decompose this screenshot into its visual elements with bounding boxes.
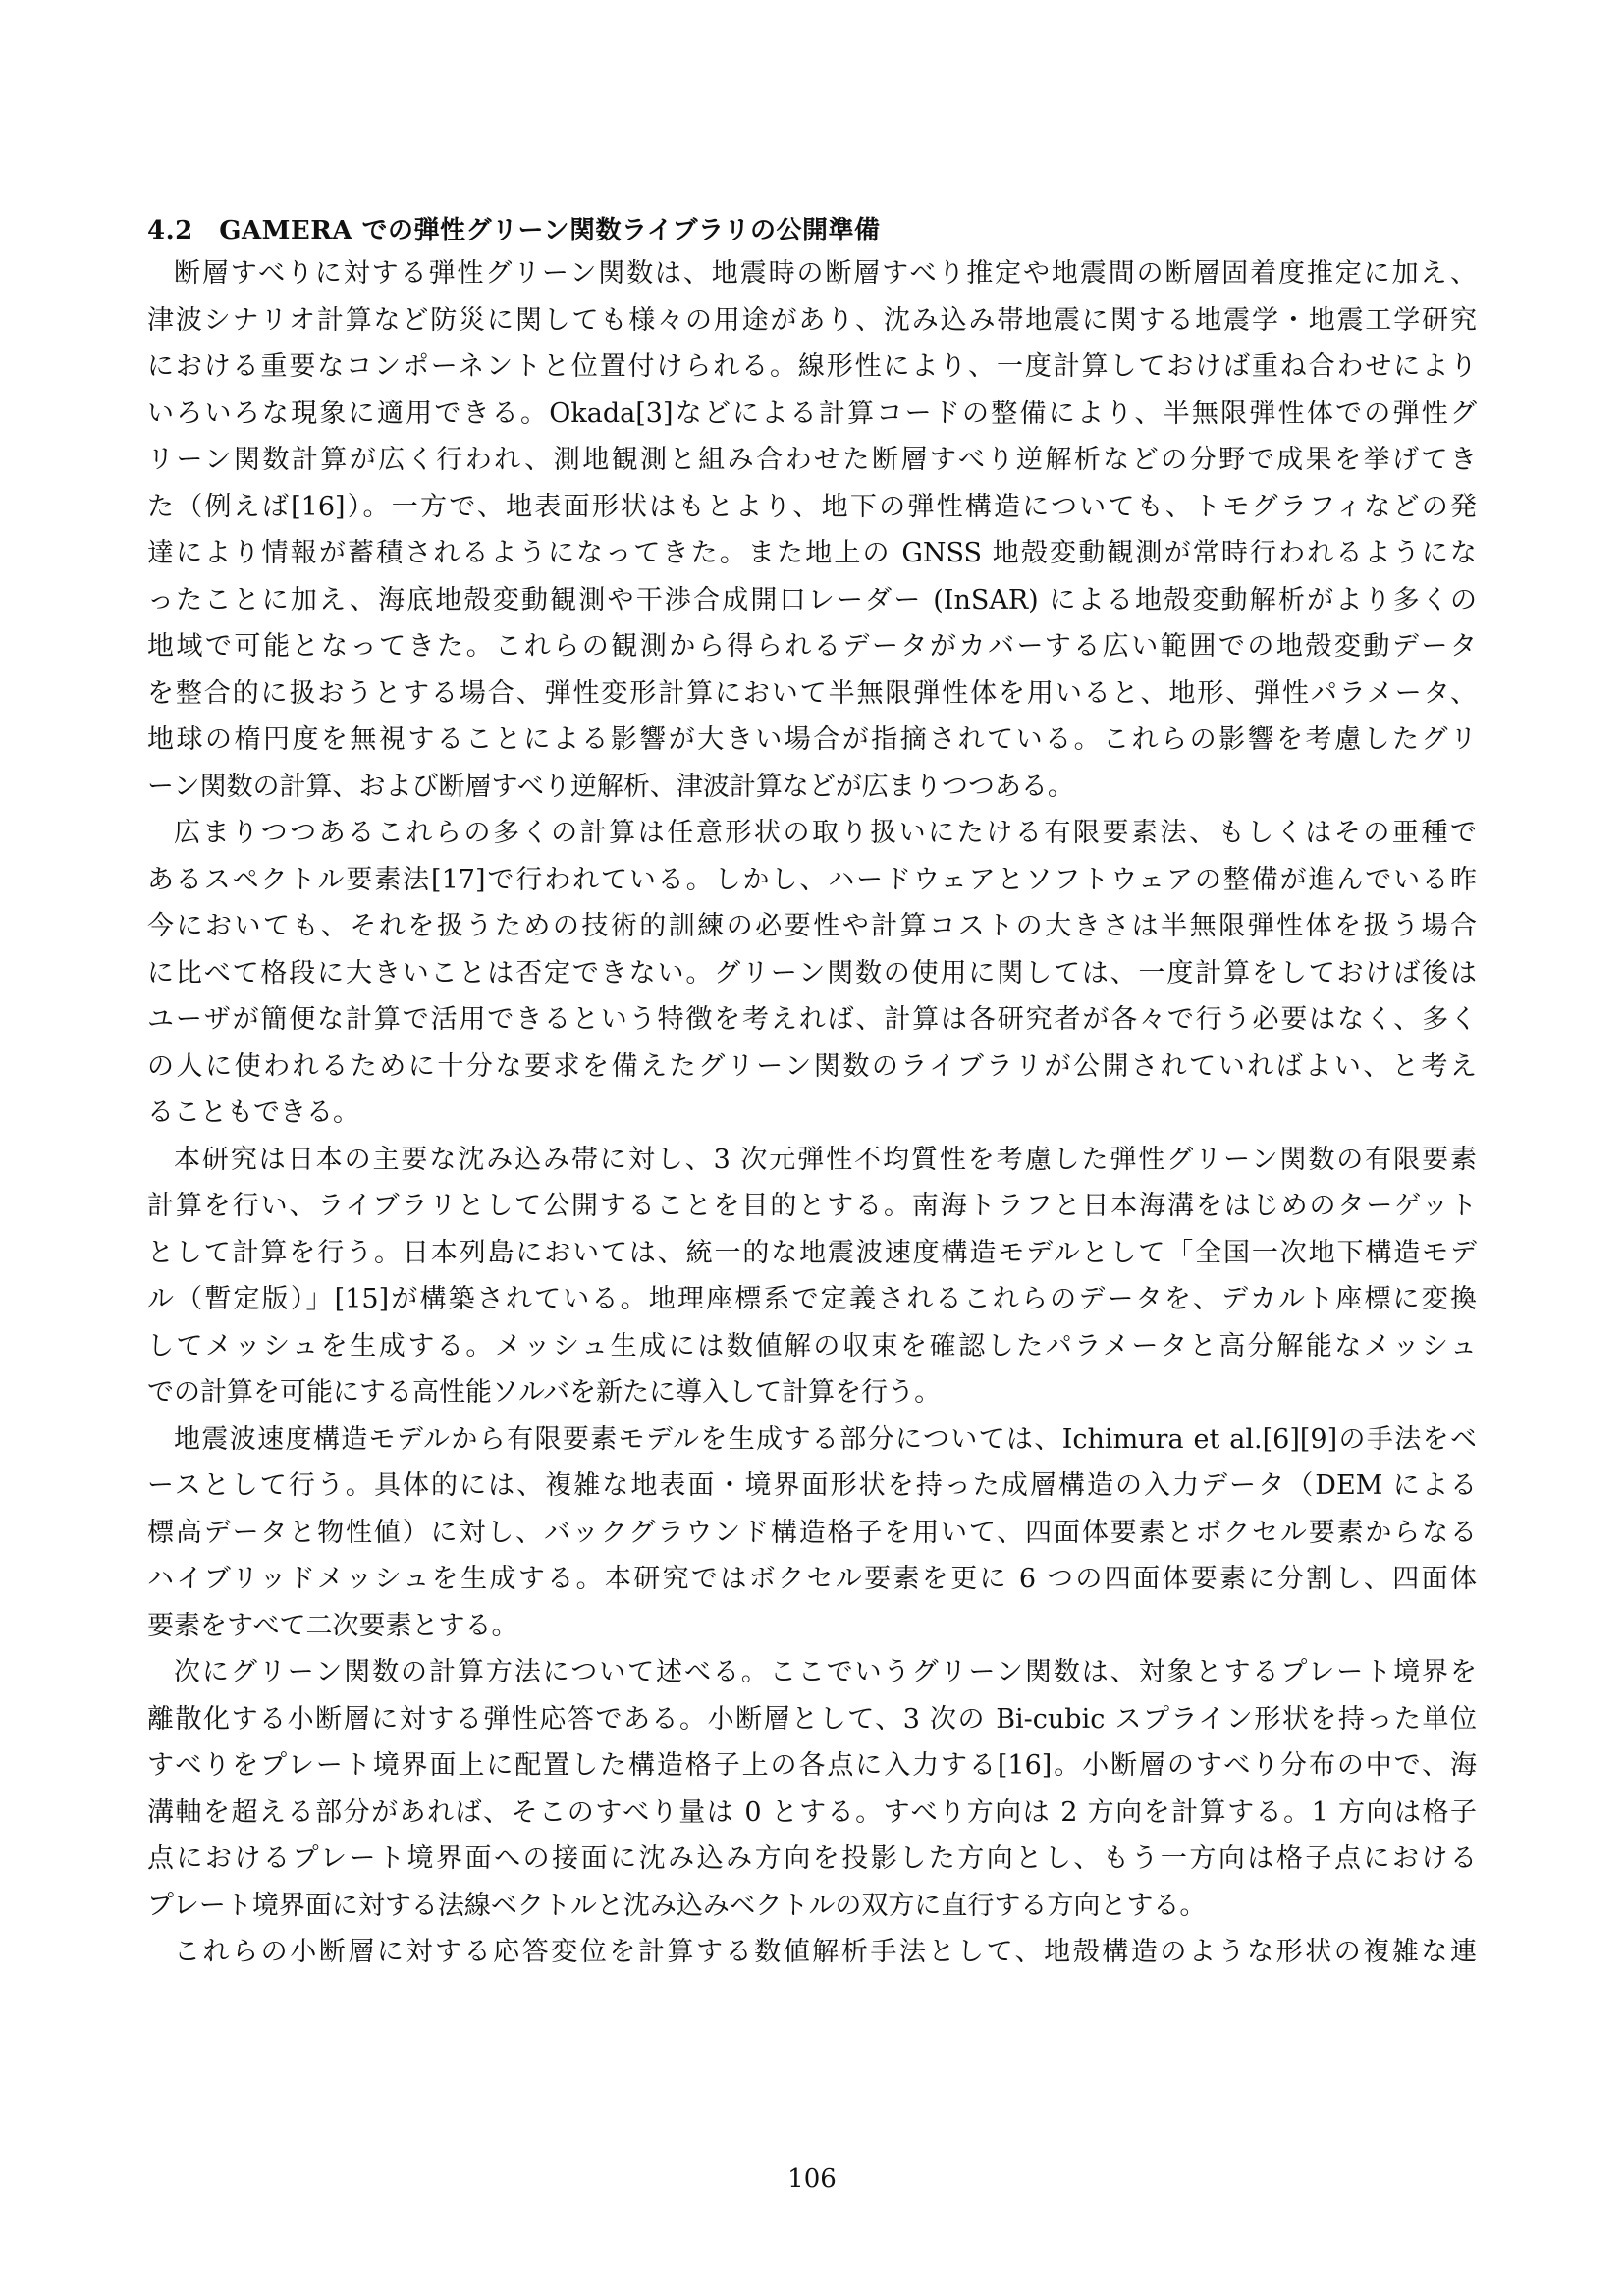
text-line: 標高データと物性値）に対し、バックグラウンド構造格子を用いて、四面体要素とボクセル要素からなる <box>147 1517 1477 1548</box>
text-line: 本研究は日本の主要な沈み込み帯に対し、3 次元弾性不均質性を考慮した弾性グリーン関数の有限要素 <box>174 1144 1477 1175</box>
paragraph-research-goal <box>147 1137 1477 1416</box>
text-line: として計算を行う。日本列島においては、統一的な地震波速度構造モデルとして「全国一次地下構造モデ <box>147 1237 1477 1268</box>
text-line: 離散化する小断層に対する弾性応答である。小断層として、3 次の Bi-cubic スプライン形状を持った単位 <box>147 1703 1477 1735</box>
text-line: に比べて格段に大きいことは否定できない。グリーン関数の使用に関しては、一度計算をしておけば後は <box>147 957 1477 988</box>
text-line: してメッシュを生成する。メッシュ生成には数値解の収束を確認したパラメータと高分解能なメッシュ <box>147 1330 1477 1362</box>
text-line: を整合的に扱おうとする場合、弾性変形計算において半無限弾性体を用いると、地形、弾性パラメータ、 <box>147 677 1477 709</box>
text-line: 津波シナリオ計算など防災に関しても様々の用途があり、沈み込み帯地震に関する地震学・地震工学研究 <box>147 304 1477 336</box>
text-line: 溝軸を超える部分があれば、そこのすべり量は 0 とする。すべり方向は 2 方向を計算する。1 方向は格子 <box>147 1796 1477 1828</box>
text-line: これらの小断層に対する応答変位を計算する数値解析手法として、地殻構造のような形状の複雑な連 <box>174 1937 1477 1967</box>
text-line: 要素をすべて二次要素とする。 <box>147 1610 518 1641</box>
text-line: 計算を行い、ライブラリとして公開することを目的とする。南海トラフと日本海溝をはじめのターゲット <box>147 1191 1477 1221</box>
text-line: 点におけるプレート境界面への接面に沈み込み方向を投影した方向とし、もう一方向は格子点における <box>147 1843 1477 1874</box>
page-number: 106 <box>787 2164 837 2194</box>
text-line: 広まりつつあるこれらの多くの計算は任意形状の取り扱いにたける有限要素法、もしくはその亜種で <box>174 818 1477 848</box>
text-line: の人に使われるために十分な要求を備えたグリーン関数のライブラリが公開されていればよい、と考え <box>147 1050 1477 1082</box>
text-line: プレート境界面に対する法線ベクトルと沈み込みベクトルの双方に直行する方向とする。 <box>147 1890 1207 1921</box>
text-line: ることもできる。 <box>147 1097 359 1128</box>
text-line: 達により情報が蓄積されるようになってきた。また地上の GNSS 地殻変動観測が常時行われるようにな <box>147 538 1477 568</box>
text-line: ハイブリッドメッシュを生成する。本研究ではボクセル要素を更に 6 つの四面体要素に分割し、四面体 <box>147 1564 1477 1594</box>
text-line: すべりをプレート境界面上に配置した構造格子上の各点に入力する[16]。小断層のすべり分布の中で、海 <box>147 1750 1477 1781</box>
text-line: 地震波速度構造モデルから有限要素モデルを生成する部分については、Ichimura et al.[6][9]の手法をベ <box>174 1423 1477 1455</box>
text-line: 地球の楕円度を無視することによる影響が大きい場合が指摘されている。これらの影響を考慮したグリ <box>147 724 1477 755</box>
paragraph-green-function-overview <box>147 250 1477 810</box>
text-line: での計算を可能にする高性能ソルバを新たに導入して計算を行う。 <box>147 1377 942 1408</box>
section-heading: 4.2 GAMERA での弾性グリーン関数ライブラリの公開準備 <box>147 216 881 245</box>
text-line: リーン関数計算が広く行われ、測地観測と組み合わせた断層すべり逆解析などの分野で成果を挙げてき <box>147 445 1477 475</box>
text-line: ユーザが簡便な計算で活用できるという特徴を考えれば、計算は各研究者が各々で行う必要はなく、多く <box>147 1004 1477 1035</box>
body-text <box>147 250 1477 1976</box>
text-line: における重要なコンポーネントと位置付けられる。線形性により、一度計算しておけば重ね合わせにより <box>147 351 1477 382</box>
text-line: あるスペクトル要素法[17]で行われている。しかし、ハードウェアとソフトウェアの整備が進んでいる昨 <box>147 864 1477 895</box>
text-line: ったことに加え、海底地殻変動観測や干渉合成開口レーダー (InSAR) による地殻変動解析がより多くの <box>147 584 1477 615</box>
paragraph-fem-library <box>147 810 1477 1137</box>
text-line: た（例えば[16]）。一方で、地表面形状はもとより、地下の弾性構造についても、トモグラフィなどの発 <box>147 491 1477 522</box>
text-line: ル（暫定版）」[15]が構築されている。地理座標系で定義されるこれらのデータを、デカルト座標に変換 <box>147 1284 1477 1314</box>
paragraph-mesh-generation <box>147 1416 1477 1650</box>
text-line: ーン関数の計算、および断層すべり逆解析、津波計算などが広まりつつある。 <box>147 771 1074 802</box>
paragraph-green-function-method <box>147 1649 1477 1929</box>
text-line: 地域で可能となってきた。これらの観測から得られるデータがカバーする広い範囲での地殻変動データ <box>147 631 1477 662</box>
text-line: いろいろな現象に適用できる。Okada[3]などによる計算コードの整備により、半無限弾性体での弾性グ <box>147 398 1477 429</box>
text-line: 今においても、それを扱うための技術的訓練の必要性や計算コストの大きさは半無限弾性体を扱う場合 <box>147 911 1477 941</box>
text-line: ースとして行う。具体的には、複雑な地表面・境界面形状を持った成層構造の入力データ（DEM による <box>147 1470 1477 1501</box>
paragraph-numerical-method <box>147 1929 1477 1976</box>
text-line: 次にグリーン関数の計算方法について述べる。ここでいうグリーン関数は、対象とするプレート境界を <box>174 1657 1477 1687</box>
text-line: 断層すべりに対する弾性グリーン関数は、地震時の断層すべり推定や地震間の断層固着度推定に加え、 <box>174 258 1477 289</box>
